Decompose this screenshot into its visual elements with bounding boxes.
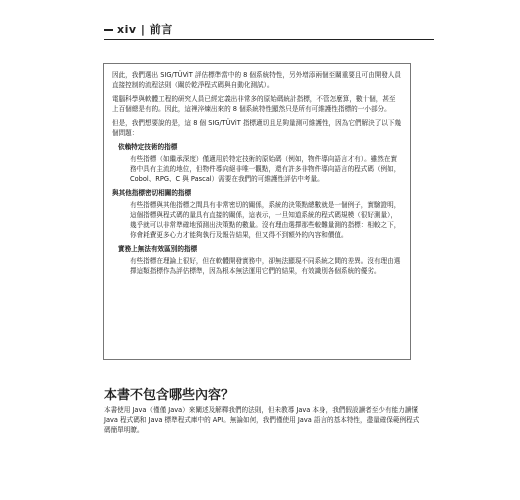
subheading-indistinguishable-metrics: 實務上無法有效區別的指標	[118, 245, 198, 253]
section-title: 本書不包含哪些內容？	[104, 388, 235, 403]
box-paragraph-3: 但是，我們想要說的是，這 8 個 SIG/TÜViT 指標適切且足夠量測可維護性，因為它們解決了以下幾個問題：	[112, 119, 402, 137]
header-mark	[104, 29, 113, 31]
closing-paragraph: 本書使用 Java（僅僅 Java）來闡述及解釋我們的法則，但未教導 Java 本身，我們假設讀者至少有能力讀懂 Java 程式碼和 Java 標準程式庫中的 API。無論如何，我們僅使用 Java 語言的基本特性，盡量確保範例程式碼簡單明瞭。	[104, 406, 420, 434]
sidebar-box	[103, 63, 411, 360]
header-separator: |	[140, 23, 146, 36]
subheading-correlated-metrics: 與其他指標密切相關的指標	[112, 189, 192, 197]
box-intro-paragraph: 因此，我們選出 SIG/TÜViT 評估標準當中的 8 個系統特性，另外增添兩個至關重要且可由開發人員直接控制的流程法則（關於乾淨程式碼與自動化測試）。	[112, 71, 402, 89]
page-number: xiv	[117, 23, 137, 36]
box-paragraph-2: 電腦科學與軟體工程的研究人員已經定義出非常多的原始碼統計指標，不管怎麼算，數十個，甚至上百個總是有的。因此，這裡淬煉出來的 8 個系統特性顯然只是所有可維護性指標的一小部分。	[112, 95, 396, 113]
paragraph-correlated-metrics: 有些指標與其他指標之間具有非常密切的關係，系統的決策點總數就是一個例子，實驗證明，這個指標與程式碼的量具有直接的關係，這表示，一旦知道系統的程式碼規模（很好測量），幾乎就可以非常準確地預測出決策點的數量。沒有理由選擇那些較難量測的指標：相較之下，你會耗費更多心力才能夠執行及報告結果，但又得不到額外的內容和價值。	[130, 201, 401, 239]
paragraph-technology-specific: 有些指標（如繼承深度）僅適用於特定技術的原始碼（例如，物件導向語言才有）。雖然在實務中具有主流的地位，但物件導向絕非唯一觀點，還有許多非物件導向語言的程式碼（例如，Cobol、RPG、C 與 Pascal）需要在我們的可維護性評估中考量。	[130, 155, 401, 183]
running-header	[104, 21, 434, 40]
header-section: 前言	[149, 23, 173, 36]
paragraph-indistinguishable-metrics: 有些指標在理論上很好，但在軟體開發實務中，卻無法顯現不同系統之間的差異。沒有理由選擇這類指標作為評估標準，因為根本無法運用它們的結果，有效識別各個系統的優劣。	[130, 257, 401, 275]
subheading-technology-specific: 依賴特定技術的指標	[118, 143, 178, 151]
